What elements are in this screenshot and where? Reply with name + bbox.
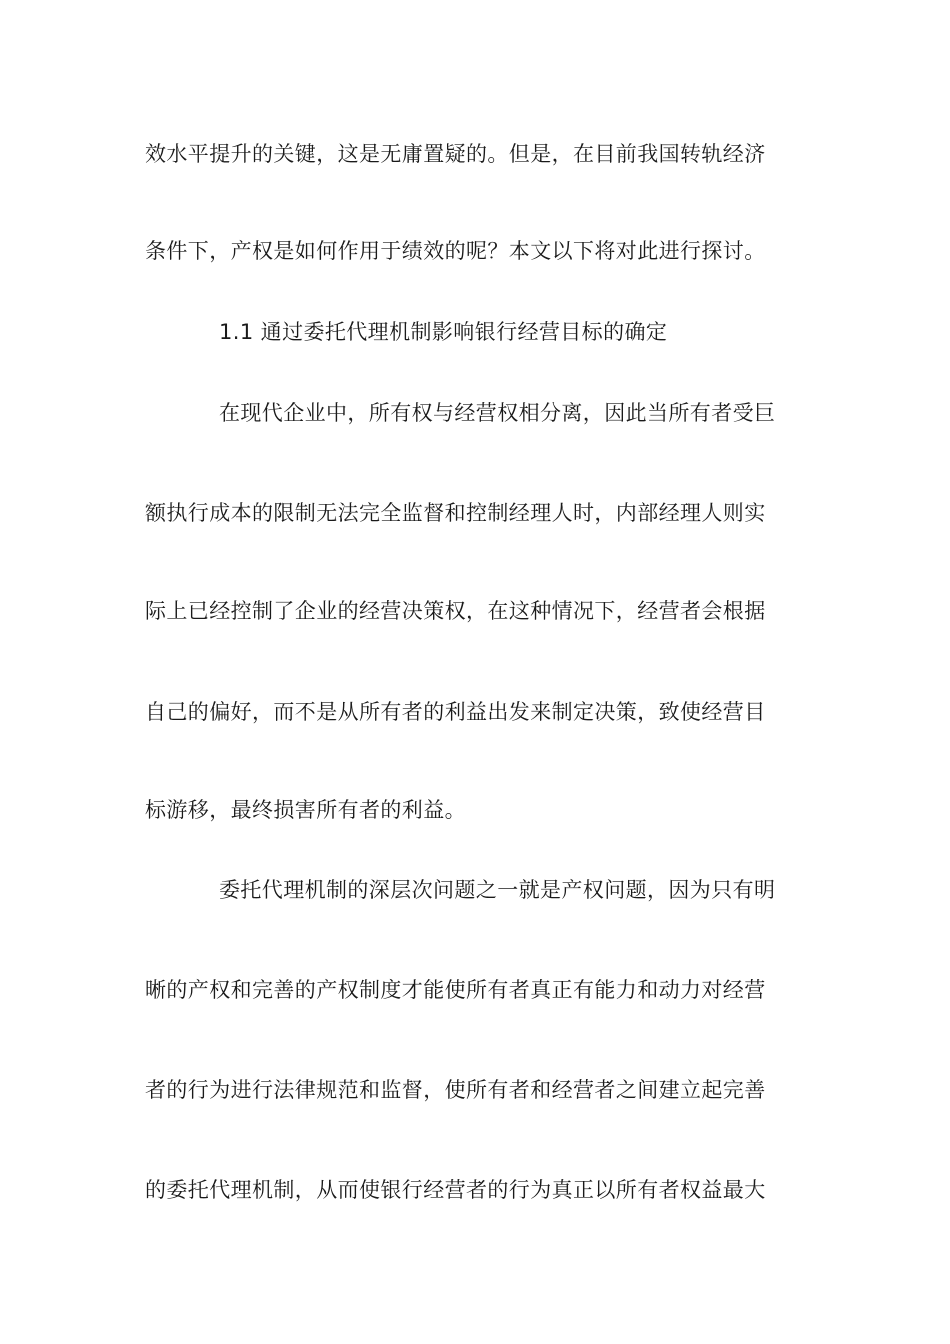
paragraph-1-line-3: 际上已经控制了企业的经营决策权，在这种情况下，经营者会根据	[145, 599, 766, 623]
paragraph-2-line-3: 者的行为进行法律规范和监督，使所有者和经营者之间建立起完善	[145, 1078, 766, 1102]
paragraph-2-line-4: 的委托代理机制，从而使银行经营者的行为真正以所有者权益最大	[145, 1178, 766, 1202]
paragraph-2-line-2: 晰的产权和完善的产权制度才能使所有者真正有能力和动力对经营	[145, 978, 766, 1002]
paragraph-1-line-4: 自己的偏好，而不是从所有者的利益出发来制定决策，致使经营目	[145, 700, 766, 724]
paragraph-1-line-1: 在现代企业中，所有权与经营权相分离，因此当所有者受巨	[219, 401, 776, 425]
text-line-2: 条件下，产权是如何作用于绩效的呢？本文以下将对此进行探讨。	[145, 239, 766, 263]
paragraph-1-line-2: 额执行成本的限制无法完全监督和控制经理人时，内部经理人则实	[145, 501, 766, 525]
paragraph-1-line-5: 标游移，最终损害所有者的利益。	[145, 798, 466, 822]
text-line-1: 效水平提升的关键，这是无庸置疑的。但是，在目前我国转轨经济	[145, 142, 766, 166]
paragraph-2-line-1: 委托代理机制的深层次问题之一就是产权问题，因为只有明	[219, 878, 776, 902]
section-heading: 1.1 通过委托代理机制影响银行经营目标的确定	[219, 320, 668, 344]
